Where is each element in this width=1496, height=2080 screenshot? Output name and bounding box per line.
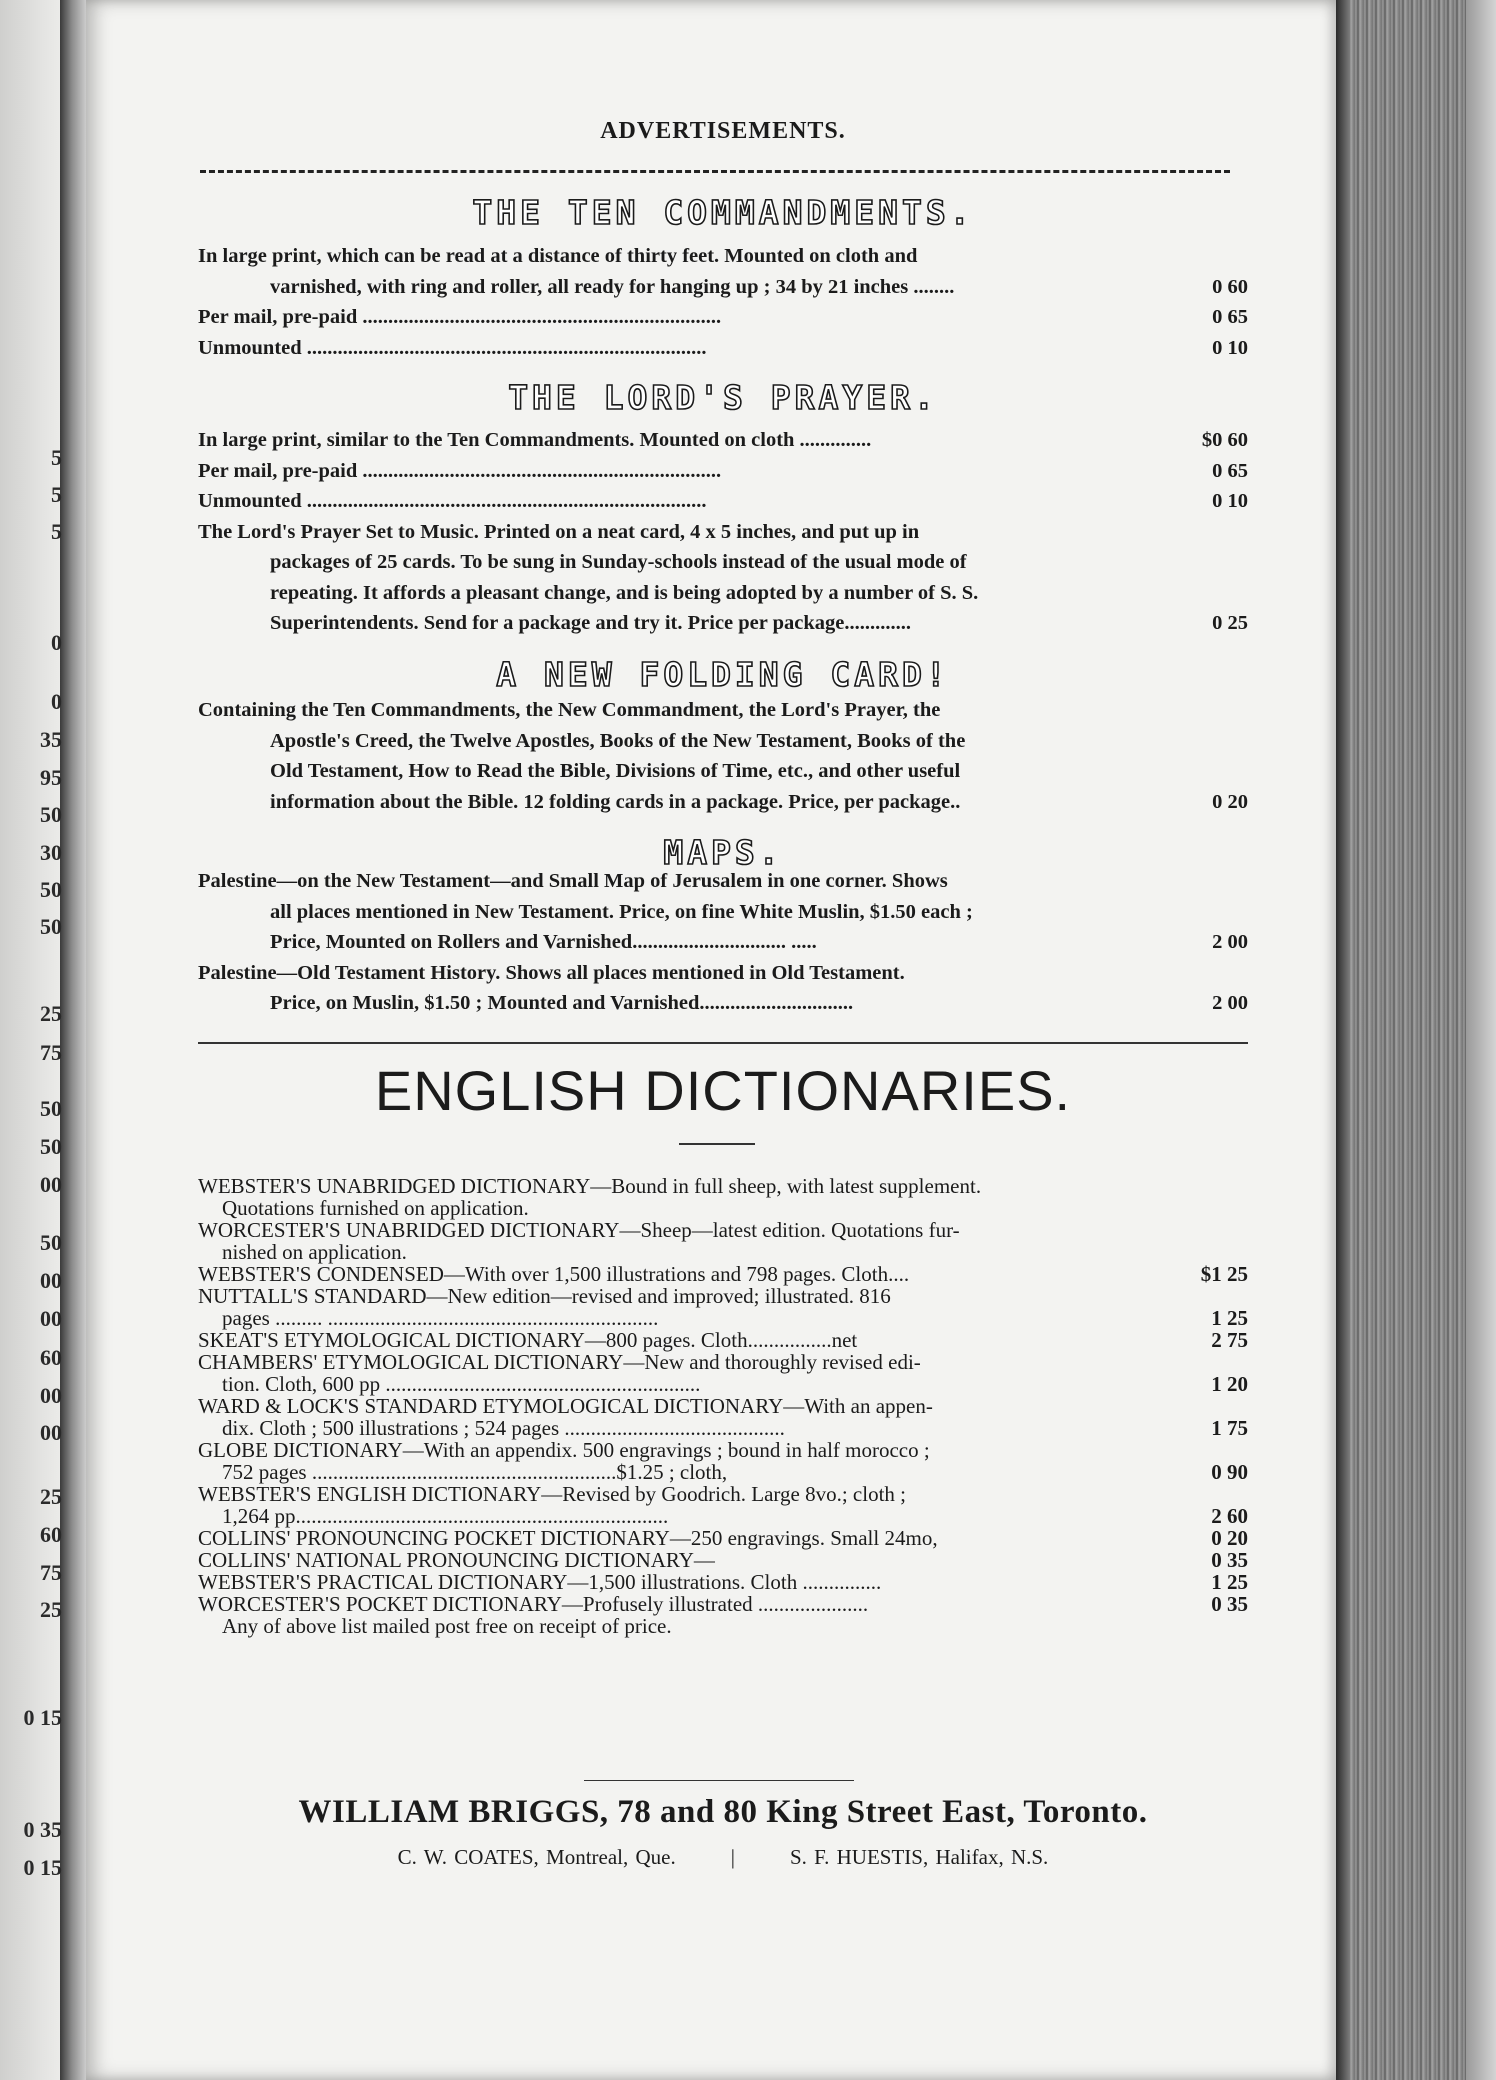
entry-text: Palestine—Old Testament History. Shows all places mentioned in Old Testament. [198,961,905,984]
entry-line [198,272,1248,303]
margin-fragment: 75 [40,1040,62,1065]
entry-text: Per mail, pre-paid ...................................................................... [198,459,722,482]
agents-line [198,1845,1248,1870]
margin-fragment: 0 [51,689,62,714]
entry-text: SKEAT'S ETYMOLOGICAL DICTIONARY—800 pages. Cloth................net [198,1328,858,1352]
entry-price: 0 10 [1212,336,1248,359]
margin-fragment: 50 [40,1134,62,1159]
entry-text: WEBSTER'S CONDENSED—With over 1,500 illustrations and 798 pages. Cloth.... [198,1262,910,1286]
entry-line [198,1439,1248,1461]
entry-line [198,1351,1248,1373]
margin-fragment: 30 [40,840,62,865]
entry-line [198,1461,1248,1483]
entry-line [198,547,1248,578]
entry-line [198,1505,1248,1527]
entry-text: Unmounted .............................................................................. [198,490,707,512]
entry-line [198,958,1248,989]
margin-fragment: 00 [40,1172,62,1197]
entry-price: 2 00 [1212,931,1248,953]
heading-maps: MAPS. [663,833,783,872]
entry-line [198,1417,1248,1439]
maps-entries [198,866,1248,1019]
entry-text: Old Testament, How to Read the Bible, Divisions of Time, etc., and other useful [270,760,961,782]
entry-line [198,1549,1248,1571]
entry-line [198,1307,1248,1329]
entry-price: 0 20 [1211,1526,1248,1550]
entry-price: 0 65 [1212,306,1248,328]
entry-price: $0 60 [1201,429,1248,451]
entry-line [198,333,1248,364]
entry-line [198,241,1248,272]
margin-fragment: 0 [51,630,62,655]
entry-line [198,1527,1248,1549]
entry-price: 0 90 [1211,1460,1248,1484]
entry-price: 0 10 [1212,490,1248,512]
entry-line [198,756,1248,787]
entry-text: Apostle's Creed, the Twelve Apostles, Books of the New Testament, Books of the [270,729,966,752]
entry-text: Containing the Ten Commandments, the New Commandment, the Lord's Prayer, the [198,699,941,721]
entry-text: Quotations furnished on application. [222,1196,529,1220]
entry-text: nished on application. [222,1240,407,1264]
entry-line [198,425,1248,456]
entry-price: 1 20 [1211,1372,1248,1396]
entry-text: 752 pages ..........................................................$1.25 ; cloth, [222,1460,728,1484]
title-underline-rule [679,1143,755,1145]
margin-fragment: 5 [51,519,62,544]
entry-text: Unmounted .............................................................................. [198,336,707,359]
entry-price: 0 25 [1212,612,1248,634]
entry-text: CHAMBERS' ETYMOLOGICAL DICTIONARY—New and thoroughly revised edi- [198,1350,921,1374]
margin-fragment: 25 [40,1484,62,1509]
entry-text: 1,264 pp....................................................................... [222,1504,669,1528]
entry-line [198,695,1248,726]
margin-fragment: 50 [40,1230,62,1255]
entry-line [198,486,1248,517]
entry-text: WORCESTER'S UNABRIDGED DICTIONARY—Sheep—latest edition. Quotations fur- [198,1218,960,1242]
entry-text: WEBSTER'S ENGLISH DICTIONARY—Revised by Goodrich. Large 8vo.; cloth ; [198,1482,906,1506]
ten-commandments-entries [198,241,1248,363]
margin-fragment: 0 15 [23,1855,62,1880]
margin-fragment: 50 [40,914,62,939]
footer-rule [584,1780,854,1781]
margin-fragment: 75 [40,1560,62,1585]
entry-line [198,302,1248,333]
running-head: ADVERTISEMENTS. [600,118,846,144]
entry-line [198,1263,1248,1285]
margin-fragment: 5 [51,445,62,470]
entry-price: 1 25 [1211,1570,1248,1594]
entry-line [198,988,1248,1019]
heading-english-dictionaries: ENGLISH DICTIONARIES. [374,1059,1072,1122]
folding-card-entries [198,695,1248,817]
entry-text: COLLINS' NATIONAL PRONOUNCING DICTIONARY— [198,1548,715,1572]
entry-line [198,1373,1248,1395]
entry-price: 0 35 [1211,1592,1248,1616]
entry-price: 0 35 [1211,1548,1248,1572]
entry-text: all places mentioned in New Testament. Price, on fine White Muslin, $1.50 each ; [270,900,973,923]
entry-line [198,927,1248,958]
entry-price: 1 75 [1211,1416,1248,1440]
entry-text: WARD & LOCK'S STANDARD ETYMOLOGICAL DICTIONARY—With an appen- [198,1394,933,1418]
heading-lords-prayer: THE LORD'S PRAYER. [508,378,938,417]
entry-text: Price, on Muslin, $1.50 ; Mounted and Varnished.............................. [270,992,854,1014]
entry-text: Per mail, pre-paid ...................................................................... [198,306,722,328]
entry-text: pages ......... ............................................................... [222,1306,659,1330]
margin-fragment: 5 [51,482,62,507]
entry-price: 0 20 [1212,790,1248,813]
entry-text: In large print, similar to the Ten Commandments. Mounted on cloth .............. [198,429,872,451]
margin-fragment: 0 15 [23,1705,62,1730]
entry-line [198,1219,1248,1241]
entry-line [198,517,1248,548]
entry-price: 2 75 [1211,1328,1248,1352]
entry-line [198,897,1248,928]
entry-text: NUTTALL'S STANDARD—New edition—revised and improved; illustrated. 816 [198,1284,891,1308]
entry-line [198,1285,1248,1307]
entry-text: WEBSTER'S UNABRIDGED DICTIONARY—Bound in full sheep, with latest supplement. [198,1174,982,1198]
margin-fragment: 50 [40,802,62,827]
entry-price: 2 60 [1211,1504,1248,1528]
entry-line [198,1241,1248,1263]
entry-line [198,1615,1248,1637]
entry-line [198,1197,1248,1219]
entry-line [198,608,1248,639]
entry-line [198,578,1248,609]
entry-line [198,787,1248,818]
entry-line [198,1571,1248,1593]
margin-fragment: 95 [40,765,62,790]
agent-montreal: C. W. COATES, Montreal, Que. [397,1845,676,1869]
entry-line [198,1329,1248,1351]
entry-text: varnished, with ring and roller, all ready for hanging up ; 34 by 21 inches ........ [270,275,955,298]
entry-line [198,726,1248,757]
entry-line [198,1395,1248,1417]
header-rule [200,170,1230,173]
entry-text: repeating. It affords a pleasant change, and is being adopted by a number of S. S. [270,581,979,604]
heading-folding-card: A NEW FOLDING CARD! [496,655,950,694]
margin-fragment: 00 [40,1306,62,1331]
margin-fragment: 60 [40,1345,62,1370]
entry-price: $1 25 [1200,1262,1248,1286]
margin-fragment: 0 35 [23,1817,62,1842]
dictionaries-entries [198,1175,1248,1637]
entry-text: Palestine—on the New Testament—and Small Map of Jerusalem in one corner. Shows [198,870,948,892]
entry-price: 0 60 [1212,275,1248,298]
entry-text: In large print, which can be read at a distance of thirty feet. Mounted on cloth and [198,245,918,267]
entry-price: 1 25 [1211,1306,1248,1330]
margin-fragment: 00 [40,1268,62,1293]
lords-prayer-entries [198,425,1248,639]
entry-text: Superintendents. Send for a package and try it. Price per package............. [270,612,912,634]
agent-halifax: S. F. HUESTIS, Halifax, N.S. [789,1845,1049,1869]
margin-fragment: 35 [40,727,62,752]
entry-text: tion. Cloth, 600 pp ............................................................ [222,1372,701,1396]
publisher-imprint: WILLIAM BRIGGS, 78 and 80 King Street East, Toronto. [298,1794,1148,1830]
margin-fragment: 25 [40,1597,62,1622]
margin-fragment: 25 [40,1001,62,1026]
agent-separator: | [730,1845,735,1869]
entry-text: Any of above list mailed post free on receipt of price. [222,1614,672,1638]
entry-text: dix. Cloth ; 500 illustrations ; 524 pages .......................................... [222,1416,785,1440]
entry-line [198,866,1248,897]
entry-line [198,1175,1248,1197]
entry-text: information about the Bible. 12 folding cards in a package. Price, per package.. [270,790,961,813]
entry-price: 2 00 [1212,992,1248,1014]
entry-text: Price, Mounted on Rollers and Varnished.............................. ..... [270,931,817,953]
entry-line [198,1483,1248,1505]
entry-text: WORCESTER'S POCKET DICTIONARY—Profusely illustrated ..................... [198,1592,869,1616]
entry-text: COLLINS' PRONOUNCING POCKET DICTIONARY—250 engravings. Small 24mo, [198,1526,938,1550]
margin-fragment: 00 [40,1383,62,1408]
margin-fragment: 50 [40,877,62,902]
entry-line [198,456,1248,487]
section-divider-rule [198,1042,1248,1044]
entry-line [198,1593,1248,1615]
entry-text: packages of 25 cards. To be sung in Sunday-schools instead of the usual mode of [270,551,967,573]
margin-fragment: 50 [40,1096,62,1121]
book-page-edges [1336,0,1496,2080]
margin-fragment: 60 [40,1522,62,1547]
heading-ten-commandments: THE TEN COMMANDMENTS. [472,193,974,232]
entry-text: GLOBE DICTIONARY—With an appendix. 500 engravings ; bound in half morocco ; [198,1438,930,1462]
margin-fragment: 00 [40,1420,62,1445]
entry-text: WEBSTER'S PRACTICAL DICTIONARY—1,500 illustrations. Cloth ............... [198,1570,882,1594]
entry-text: The Lord's Prayer Set to Music. Printed on a neat card, 4 x 5 inches, and put up in [198,520,920,543]
entry-price: 0 65 [1212,459,1248,482]
